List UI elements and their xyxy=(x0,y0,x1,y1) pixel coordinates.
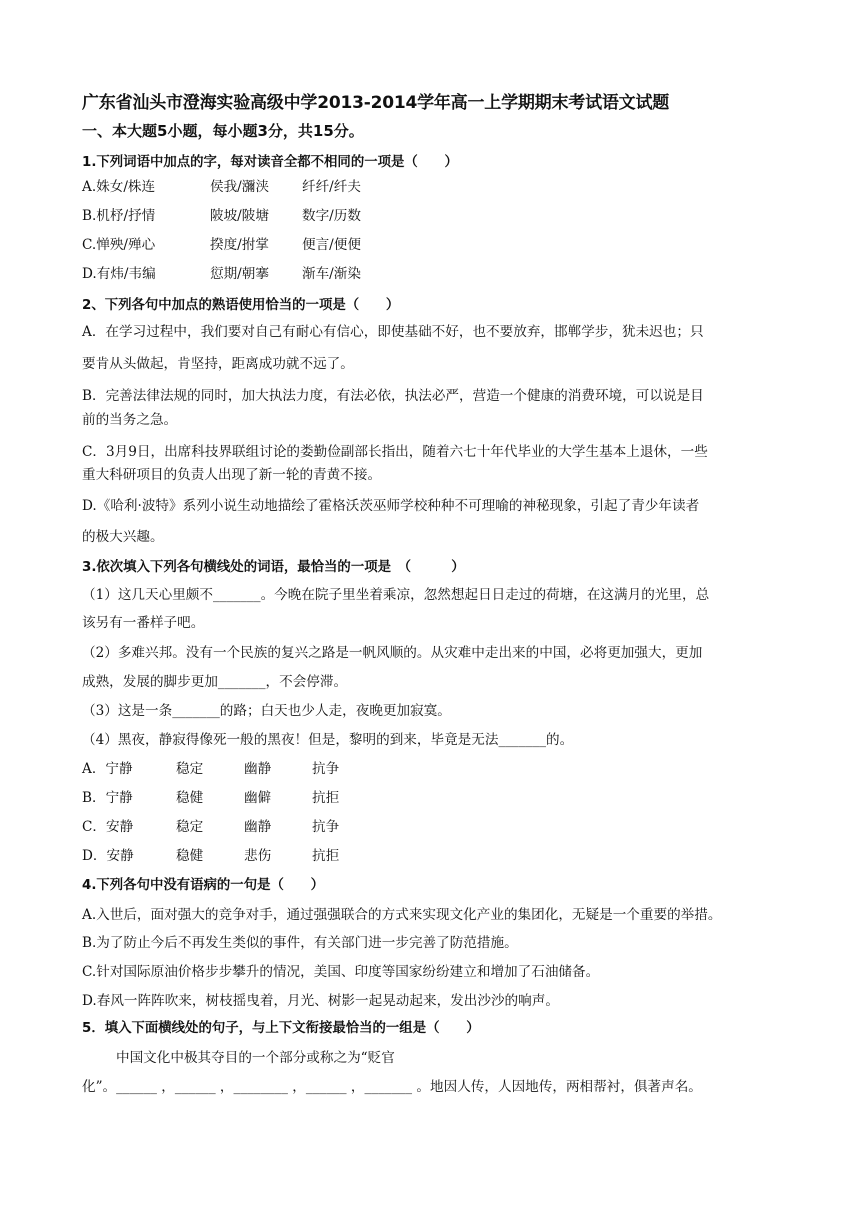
question-2-stem: 2、下列各句中加点的熟语使用恰当的一项是（ ） xyxy=(82,298,400,313)
q3-option-c-col3: 幽静 xyxy=(244,819,272,835)
q2-line: C．3月9日，出席科技界联组讨论的娄勤俭副部长指出，随着六七十年代毕业的大学生基本上退休，一些 xyxy=(82,444,708,460)
q3-option-b-col4: 抗拒 xyxy=(312,790,340,806)
q3-option-c-col2: 稳定 xyxy=(176,819,204,835)
q4-line: C.针对国际原油价格步步攀升的情况，美国、印度等国家纷纷建立和增加了石油储备。 xyxy=(82,964,600,980)
q3-option-c-col1: C．安静 xyxy=(82,819,134,835)
q1-option-d-col1: D.有炜/韦编 xyxy=(82,266,156,282)
question-1-stem: 1.下列词语中加点的字，每对读音全都不相同的一项是（ ） xyxy=(82,155,458,170)
page-title: 广东省汕头市澄海实验高级中学2013-2014学年高一上学期期末考试语文试题 xyxy=(82,93,670,113)
question-5-stem: 5．填入下面横线处的句子，与上下文衔接最恰当的一组是（ ） xyxy=(82,1021,480,1036)
q1-option-a-col1: A.姝女/株连 xyxy=(82,179,156,195)
q3-option-a-col2: 稳定 xyxy=(176,761,204,777)
q3-option-a-col1: A．宁静 xyxy=(82,761,133,777)
q1-option-a-col2: 侯我/瀰浃 xyxy=(210,179,269,195)
q5-line: 中国文化中极其夺目的一个部分或称之为“贬官 xyxy=(116,1050,395,1066)
q3-line: 成熟，发展的脚步更加_______，不会停滞。 xyxy=(82,674,348,690)
q3-line: （4）黑夜，静寂得像死一般的黑夜！但是，黎明的到来，毕竟是无法_______的。 xyxy=(82,732,574,748)
q2-line: 要肯从头做起，肯坚持，距离成功就不远了。 xyxy=(82,356,354,372)
q3-option-d-col1: D．安静 xyxy=(82,848,134,864)
section-heading: 一、本大题5小题，每小题3分，共15分。 xyxy=(82,122,364,140)
q2-line: 的极大兴趣。 xyxy=(82,529,164,545)
q2-line: A．在学习过程中，我们要对自己有耐心有信心，即使基础不好，也不要放弃，邯郸学步，犹未迟也；只 xyxy=(82,324,704,340)
q4-line: B.为了防止今后不再发生类似的事件，有关部门进一步完善了防范措施。 xyxy=(82,935,518,951)
q3-line: （3）这是一条_______的路；白天也少人走，夜晚更加寂寞。 xyxy=(82,703,451,719)
q1-option-c-col3: 便言/便便 xyxy=(302,237,361,253)
q3-option-b-col1: B．宁静 xyxy=(82,790,133,806)
question-4-stem: 4.下列各句中没有语病的一句是（ ） xyxy=(82,878,325,893)
q3-option-a-col3: 幽静 xyxy=(244,761,272,777)
q3-option-a-col4: 抗争 xyxy=(312,761,340,777)
q1-option-a-col3: 纤纤/纤夫 xyxy=(302,179,361,195)
q3-option-b-col3: 幽僻 xyxy=(244,790,272,806)
q3-option-c-col4: 抗争 xyxy=(312,819,340,835)
q3-line: （2）多难兴邦。没有一个民族的复兴之路是一帆风顺的。从灾难中走出来的中国，必将更加强大，更加 xyxy=(82,645,703,661)
q4-line: D.春风一阵阵吹来，树枝摇曳着，月光、树影一起晃动起来，发出沙沙的响声。 xyxy=(82,993,559,1009)
question-3-stem: 3.依次填入下列各句横线处的词语，最恰当的一项是 （ ） xyxy=(82,560,465,575)
q2-line: D.《哈利·波特》系列小说生动地描绘了霍格沃茨巫师学校种种不可理喻的神秘现象，引起了青少年读者 xyxy=(82,498,700,514)
q3-line: （1）这几天心里颇不_______。今晚在院子里坐着乘凉，忽然想起日日走过的荷塘，在这满月的光里，总 xyxy=(82,587,710,603)
q1-option-c-col1: C.惮殃/殚心 xyxy=(82,237,156,253)
q1-option-b-col3: 数字/历数 xyxy=(302,208,361,224)
q3-option-d-col3: 悲伤 xyxy=(244,848,272,864)
q2-line: 前的当务之急。 xyxy=(82,412,178,428)
q3-line: 该另有一番样子吧。 xyxy=(82,615,205,631)
q2-line: B．完善法律法规的同时，加大执法力度，有法必依，执法必严，营造一个健康的消费环境，可以说是目 xyxy=(82,388,704,404)
q1-option-c-col2: 揆度/拊掌 xyxy=(210,237,269,253)
q1-option-b-col1: B.机杼/抒情 xyxy=(82,208,156,224)
q4-line: A.入世后，面对强大的竞争对手，通过强强联合的方式来实现文化产业的集团化，无疑是一个重要的举措。 xyxy=(82,907,722,923)
q5-line: 化”。______ ，______ ，________ ，______ ，_______ 。地因人传，人因地传，两相帮衬，俱著声名。 xyxy=(82,1079,702,1095)
q1-option-d-col2: 愆期/朝搴 xyxy=(210,266,269,282)
q1-option-b-col2: 陂坡/陂塘 xyxy=(210,208,269,224)
q3-option-b-col2: 稳健 xyxy=(176,790,204,806)
q1-option-d-col3: 渐车/渐染 xyxy=(302,266,361,282)
q3-option-d-col4: 抗拒 xyxy=(312,848,340,864)
q3-option-d-col2: 稳健 xyxy=(176,848,204,864)
q2-line: 重大科研项目的负责人出现了新一轮的青黄不接。 xyxy=(82,467,382,483)
